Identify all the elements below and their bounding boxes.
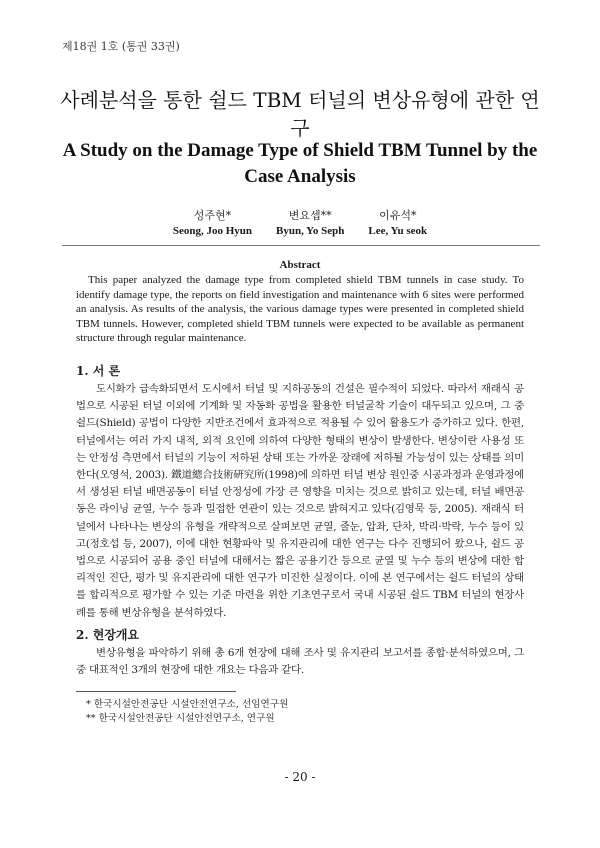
author-name-english: Seong, Joo Hyun — [172, 225, 252, 237]
journal-reference: 제18권 1호 (통권 33권) — [62, 40, 180, 53]
section-paragraph-site-overview: 변상유형을 파악하기 위해 총 6개 현장에 대해 조사 및 유지관리 보고서를 종합·분석하였으며, 그 중 대표적인 3개의 현장에 대한 개요는 다음과 같다. — [76, 647, 524, 677]
abstract-heading: Abstract — [279, 259, 321, 271]
abstract-text: This paper analyzed the damage type from completed shield TBM tunnels in case study. To identify damage type, the reports on field investigation and maintenance with 6 sites were performed an analysis. As results of the analysis, the various damage types were presented in completed shield TBM tunnels. However, completed shield TBM tunnels were expected to be available as permanent structure through regular maintenance. — [76, 274, 524, 345]
title-english: A Study on the Damage Type of Shield TBM Tunnel by the Case Analysis — [62, 140, 538, 187]
author-name-english: Lee, Yu seok — [368, 225, 428, 237]
footnote-rule — [76, 691, 236, 692]
footnote: * 한국시설안전공단 시설안전연구소, 선임연구원 — [86, 699, 289, 710]
author — [276, 208, 344, 239]
section-paragraph-introduction: 도시화가 급속화되면서 도시에서 터널 및 지하공동의 건설은 필수적이 되었다. 따라서 재래식 공법으로 시공된 터널 이외에 기계화 및 자동화 공법을 활용한 터널굴착 기술이 대두되고 있으며, 그 중 쉴드(Shield) 공법이 다양한 지반조건에서 효과적으로 적용될 수 있어 활용도가 증가하고 있다. 한편, 터널에서는 여러 가지 내적, 외적 요인에 의하여 다양한 형태의 변상이 발생한다. 변상이란 사용성 또는 안정성 측면에서 터널의 기능이 저하된 상태 또는 가까운 장래에 저하될 가능성이 있는 상태를 의미한다(오영석, 2003). 鐵道總合技術硏究所(1998)에 의하면 터널 변상 원인중 시공과정과 운영과정에서 생성된 터널 배면공동이 터널 안정성에 가장 큰 영향을 미치는 것으로 밝히고 있는데, 터널 배면공동은 라이닝 균열, 누수 등과 밀접한 연관이 있는 것으로 밝혀지고 있다(김영묵 등, 2005). 재래식 터널에서 나타나는 변상의 유형을 개략적으로 살펴보면 균열, 줄눈, 압좌, 단차, 박리·박락, 누수 등이 있고(정호섭 등, 2007), 이에 대한 현황파악 및 유지관리에 대한 연구는 다수 진행되어 왔으나, 쉴드 공법으로 시공되어 공용 중인 터널에 대해서는 짧은 공용기간 등으로 균열 및 누수 등의 변상에 대한 합리적인 진단, 평가 및 유지관리에 대한 연구가 미진한 실정이다. 이에 본 연구에서는 쉴드 터널의 상태를 합리적으로 평가할 수 있는 기준 마련을 위한 기초연구로서 국내 시공된 쉴드 TBM 터널의 현장사례를 통해 변상유형을 분석하였다. — [76, 383, 524, 619]
divider-rule — [62, 245, 540, 246]
title-korean: 사례분석을 통한 쉴드 TBM 터널의 변상유형에 관한 연구 — [60, 88, 540, 140]
page-number: - 20 - — [284, 770, 316, 784]
author-name-english: Byun, Yo Seph — [276, 225, 345, 237]
footnotes — [86, 698, 288, 726]
section-heading-site-overview: 2. 현장개요 — [76, 628, 140, 642]
author — [173, 208, 252, 239]
author — [368, 208, 427, 239]
author-name-korean: 이유석* — [379, 209, 417, 222]
author-name-korean: 변요셉** — [288, 209, 332, 222]
footnote: ** 한국시설안전공단 시설안전연구소, 연구원 — [86, 713, 275, 724]
author-list — [60, 208, 540, 239]
section-heading-introduction: 1. 서 론 — [76, 364, 121, 378]
author-name-korean: 성주현* — [193, 209, 232, 222]
